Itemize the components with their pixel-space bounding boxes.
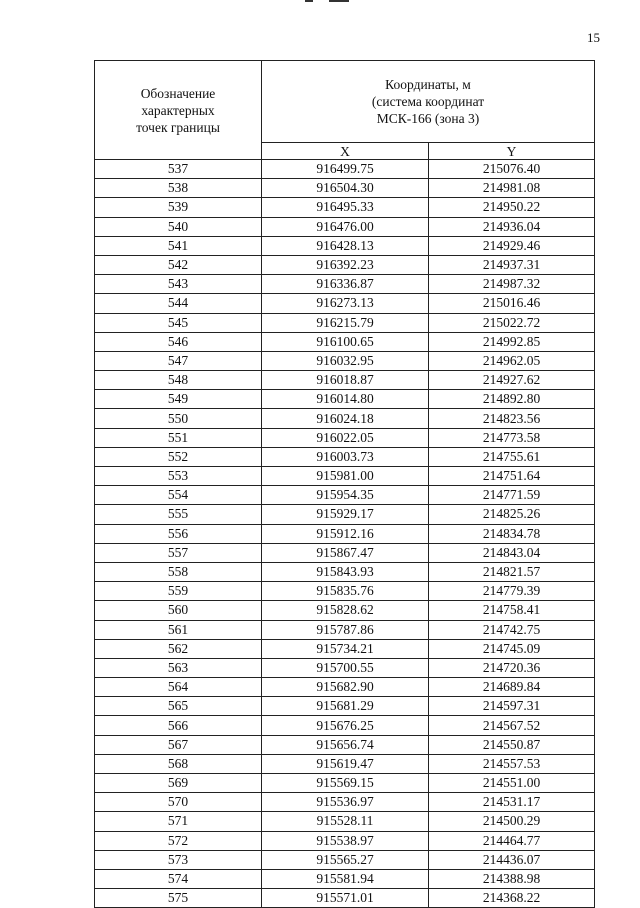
x-coordinate-cell: 916032.95: [262, 351, 429, 370]
table-row: [95, 275, 595, 294]
x-coordinate-cell: 915787.86: [262, 620, 429, 639]
x-coordinate-cell: 916476.00: [262, 217, 429, 236]
x-coordinate-cell: 916018.87: [262, 371, 429, 390]
point-id-cell: 546: [95, 332, 262, 351]
x-coordinate-cell: 916215.79: [262, 313, 429, 332]
point-header-line: точек границы: [136, 119, 220, 135]
y-coordinate-cell: 214929.46: [429, 236, 595, 255]
x-coordinate-cell: 915835.76: [262, 582, 429, 601]
table-row: [95, 562, 595, 581]
table-row: [95, 716, 595, 735]
x-coordinate-cell: 915619.47: [262, 754, 429, 773]
table-row: [95, 735, 595, 754]
table-row: [95, 447, 595, 466]
point-id-cell: 566: [95, 716, 262, 735]
x-coordinate-cell: 915565.27: [262, 850, 429, 869]
point-id-cell: 558: [95, 562, 262, 581]
y-coordinate-cell: 214771.59: [429, 486, 595, 505]
table-row: [95, 754, 595, 773]
point-id-cell: 562: [95, 639, 262, 658]
y-coordinate-cell: 214436.07: [429, 850, 595, 869]
table-row: [95, 409, 595, 428]
x-coordinate-cell: 915681.29: [262, 697, 429, 716]
table-row: [95, 601, 595, 620]
y-coordinate-cell: 214981.08: [429, 179, 595, 198]
x-coordinate-cell: 916003.73: [262, 447, 429, 466]
coord-header-line: (система координат: [371, 94, 485, 109]
y-coordinate-cell: 214927.62: [429, 371, 595, 390]
y-coordinate-cell: 214758.41: [429, 601, 595, 620]
x-coordinate-cell: 916428.13: [262, 236, 429, 255]
point-id-cell: 565: [95, 697, 262, 716]
x-coordinate-cell: 915929.17: [262, 505, 429, 524]
point-id-cell: 544: [95, 294, 262, 313]
x-coordinate-cell: 915656.74: [262, 735, 429, 754]
table-row: [95, 697, 595, 716]
y-coordinate-cell: 214567.52: [429, 716, 595, 735]
coordinates-table: [94, 60, 595, 908]
y-coordinate-cell: 214464.77: [429, 831, 595, 850]
y-coordinate-cell: 214720.36: [429, 658, 595, 677]
x-coordinate-cell: 915843.93: [262, 562, 429, 581]
table-row: [95, 236, 595, 255]
table-row: [95, 639, 595, 658]
y-coordinate-cell: 215076.40: [429, 160, 595, 179]
x-coordinate-cell: 916495.33: [262, 198, 429, 217]
table-row: [95, 620, 595, 639]
table-row: [95, 390, 595, 409]
x-coordinate-cell: 915828.62: [262, 601, 429, 620]
x-coordinate-cell: 916273.13: [262, 294, 429, 313]
y-coordinate-cell: 214937.31: [429, 255, 595, 274]
y-coordinate-cell: 214843.04: [429, 543, 595, 562]
y-coordinate-cell: 215022.72: [429, 313, 595, 332]
point-id-cell: 545: [95, 313, 262, 332]
table-row: [95, 486, 595, 505]
table-row: [95, 812, 595, 831]
y-coordinate-cell: 214751.64: [429, 467, 595, 486]
y-coordinate-cell: 214550.87: [429, 735, 595, 754]
point-id-cell: 559: [95, 582, 262, 601]
coord-header-line: Координаты, м: [385, 77, 471, 92]
x-coordinate-cell: 915682.90: [262, 678, 429, 697]
x-coordinate-cell: 916392.23: [262, 255, 429, 274]
point-id-cell: 575: [95, 889, 262, 908]
x-coordinate-cell: 916504.30: [262, 179, 429, 198]
x-coordinate-cell: 916100.65: [262, 332, 429, 351]
point-id-cell: 564: [95, 678, 262, 697]
point-id-cell: 555: [95, 505, 262, 524]
x-coordinate-cell: 915571.01: [262, 889, 429, 908]
table-row: [95, 255, 595, 274]
point-id-cell: 560: [95, 601, 262, 620]
y-coordinate-cell: 214500.29: [429, 812, 595, 831]
scan-mark: [305, 0, 349, 3]
table-row: [95, 294, 595, 313]
x-coordinate-cell: 916024.18: [262, 409, 429, 428]
x-coordinate-cell: 915912.16: [262, 524, 429, 543]
x-coordinate-cell: 915954.35: [262, 486, 429, 505]
coord-header-line: МСК-166 (зона 3): [376, 111, 480, 126]
table-row: [95, 582, 595, 601]
x-coordinate-cell: 916336.87: [262, 275, 429, 294]
table-row: [95, 217, 595, 236]
y-coordinate-cell: 214551.00: [429, 774, 595, 793]
table-row: [95, 850, 595, 869]
point-id-cell: 543: [95, 275, 262, 294]
table-row: [95, 889, 595, 908]
table-row: [95, 313, 595, 332]
point-id-cell: 568: [95, 754, 262, 773]
x-coordinate-cell: 915581.94: [262, 869, 429, 888]
table-row: [95, 160, 595, 179]
x-coordinate-cell: 915676.25: [262, 716, 429, 735]
x-coordinate-cell: 915538.97: [262, 831, 429, 850]
y-coordinate-cell: 214388.98: [429, 869, 595, 888]
point-header-line: Обозначение: [140, 85, 216, 101]
x-coordinate-cell: 915700.55: [262, 658, 429, 677]
y-coordinate-cell: 214992.85: [429, 332, 595, 351]
y-coordinate-cell: 214892.80: [429, 390, 595, 409]
table-row: [95, 332, 595, 351]
y-coordinate-cell: 215016.46: [429, 294, 595, 313]
point-id-cell: 553: [95, 467, 262, 486]
table-row: [95, 658, 595, 677]
table-row: [95, 524, 595, 543]
x-column-header: X: [262, 143, 429, 160]
x-coordinate-cell: 915569.15: [262, 774, 429, 793]
table-row: [95, 179, 595, 198]
y-coordinate-cell: 214742.75: [429, 620, 595, 639]
y-coordinate-cell: 214557.53: [429, 754, 595, 773]
point-id-cell: 563: [95, 658, 262, 677]
page-number: 15: [587, 30, 600, 45]
point-id-cell: 541: [95, 236, 262, 255]
table-row: [95, 371, 595, 390]
y-coordinate-cell: 214755.61: [429, 447, 595, 466]
x-coordinate-cell: 915981.00: [262, 467, 429, 486]
point-id-cell: 554: [95, 486, 262, 505]
y-coordinate-cell: 214834.78: [429, 524, 595, 543]
table-row: [95, 467, 595, 486]
point-id-cell: 540: [95, 217, 262, 236]
point-id-cell: 539: [95, 198, 262, 217]
y-coordinate-cell: 214950.22: [429, 198, 595, 217]
point-id-cell: 551: [95, 428, 262, 447]
table-row: [95, 774, 595, 793]
y-coordinate-cell: 214823.56: [429, 409, 595, 428]
y-coordinate-cell: 214779.39: [429, 582, 595, 601]
y-coordinate-cell: 214689.84: [429, 678, 595, 697]
point-id-cell: 549: [95, 390, 262, 409]
coordinates-header: [262, 61, 595, 143]
y-coordinate-cell: 214962.05: [429, 351, 595, 370]
y-coordinate-cell: 214987.32: [429, 275, 595, 294]
point-id-cell: 556: [95, 524, 262, 543]
point-id-cell: 567: [95, 735, 262, 754]
x-coordinate-cell: 915536.97: [262, 793, 429, 812]
point-header-line: характерных: [141, 102, 215, 118]
point-id-cell: 557: [95, 543, 262, 562]
y-coordinate-cell: 214597.31: [429, 697, 595, 716]
point-id-cell: 570: [95, 793, 262, 812]
point-id-cell: 547: [95, 351, 262, 370]
point-designation-header: [95, 61, 262, 160]
table-row: [95, 793, 595, 812]
x-coordinate-cell: 915734.21: [262, 639, 429, 658]
y-coordinate-cell: 214368.22: [429, 889, 595, 908]
table-body: [95, 160, 595, 908]
table-row: [95, 678, 595, 697]
y-column-header: Y: [429, 143, 595, 160]
y-coordinate-cell: 214745.09: [429, 639, 595, 658]
y-coordinate-cell: 214936.04: [429, 217, 595, 236]
table-row: [95, 831, 595, 850]
point-id-cell: 537: [95, 160, 262, 179]
y-coordinate-cell: 214531.17: [429, 793, 595, 812]
point-id-cell: 548: [95, 371, 262, 390]
point-id-cell: 571: [95, 812, 262, 831]
y-coordinate-cell: 214825.26: [429, 505, 595, 524]
point-id-cell: 552: [95, 447, 262, 466]
y-coordinate-cell: 214821.57: [429, 562, 595, 581]
x-coordinate-cell: 915867.47: [262, 543, 429, 562]
point-id-cell: 550: [95, 409, 262, 428]
table-row: [95, 198, 595, 217]
y-coordinate-cell: 214773.58: [429, 428, 595, 447]
point-id-cell: 573: [95, 850, 262, 869]
table-row: [95, 543, 595, 562]
point-id-cell: 574: [95, 869, 262, 888]
x-coordinate-cell: 916014.80: [262, 390, 429, 409]
table-row: [95, 428, 595, 447]
table-row: [95, 869, 595, 888]
table-row: [95, 505, 595, 524]
table-row: [95, 351, 595, 370]
x-coordinate-cell: 916022.05: [262, 428, 429, 447]
x-coordinate-cell: 916499.75: [262, 160, 429, 179]
point-id-cell: 561: [95, 620, 262, 639]
x-coordinate-cell: 915528.11: [262, 812, 429, 831]
point-id-cell: 572: [95, 831, 262, 850]
point-id-cell: 538: [95, 179, 262, 198]
point-id-cell: 569: [95, 774, 262, 793]
point-id-cell: 542: [95, 255, 262, 274]
